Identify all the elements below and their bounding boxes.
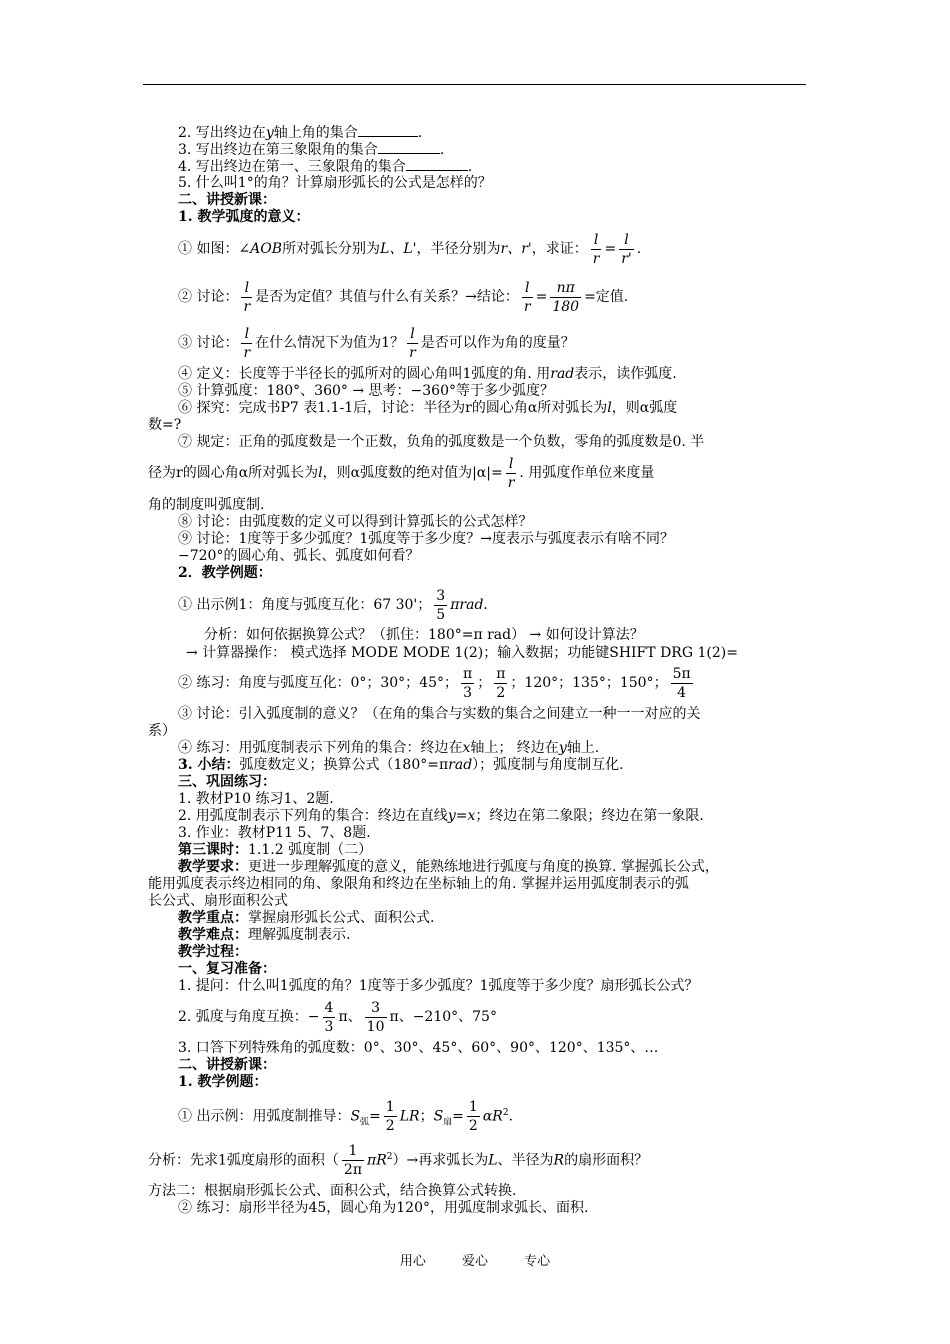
text-line: → 计算器操作： 模式选择 MODE MODE 1(2)；输入数据；功能键SHIFT DRG 1(2)= bbox=[186, 645, 738, 661]
text-line: ⑤ 计算弧度：180°、360° → 思考：−360°等于多少弧度？ bbox=[178, 383, 554, 399]
fraction: $\frac{3}{5}$ bbox=[436, 587, 446, 623]
text-line: 4. 写出终边在第一、三象限角的集合 . bbox=[178, 159, 473, 175]
text-line: −720°的圆心角、弧长、弧度如何看？ bbox=[178, 548, 420, 564]
answer-blank[interactable] bbox=[378, 141, 440, 154]
text-line: ⑦ 规定：正角的弧度数是一个正数，负角的弧度数是一个负数，零角的弧度数是0. 半 bbox=[178, 434, 705, 450]
text-line: ③ 讨论： $\frac{l}{r}$ 在什么情况下为值为1？ $\frac{l}{r}$ 是否可以作为角的度量？ bbox=[178, 325, 575, 361]
text-line: 分析：如何依据换算公式？（抓住：180°=π rad） → 如何设计算法？ bbox=[204, 627, 644, 643]
section-heading: 二、讲授新课： bbox=[178, 1057, 276, 1073]
text-line: ④ 练习：用弧度制表示下列角的集合：终边在x轴上； 终边在y轴上. bbox=[178, 740, 600, 756]
section-heading: 1. 教学例题： bbox=[178, 1074, 268, 1090]
fraction: $\frac{4}{3}$ bbox=[324, 999, 334, 1035]
text-line: 教学难点：理解弧度制表示. bbox=[178, 927, 351, 943]
text-line: 数=? bbox=[148, 417, 182, 433]
fraction: $\frac{l}{r}$ bbox=[523, 279, 531, 315]
footer-text: 爱心 bbox=[461, 1254, 488, 1269]
text-line: ⑨ 讨论：1度等于多少弧度？1弧度等于多少度？→度表示与弧度表示有啥不同？ bbox=[178, 531, 674, 547]
text-line: ① 出示例1：角度与弧度互化：67 30'； $\frac{3}{5}$ πrad. bbox=[178, 587, 488, 623]
text-line: 2. 弧度与角度互换：− $\frac{4}{3}$ π、 $\frac{3}{10}$ π、−210°、75° bbox=[178, 999, 497, 1035]
fraction: $\frac{l}{r}$ bbox=[507, 455, 515, 491]
answer-blank[interactable] bbox=[358, 124, 418, 137]
section-heading: 1. 教学弧度的意义： bbox=[178, 209, 310, 225]
text-line: 3. 小结：弧度数定义；换算公式（180°=πrad）；弧度制与角度制互化. bbox=[178, 757, 624, 773]
section-heading: 教学过程： bbox=[178, 944, 248, 960]
section-heading: 二、讲授新课： bbox=[178, 192, 276, 208]
text-line: 角的制度叫弧度制. bbox=[148, 497, 265, 513]
text-line: 1. 教材P10 练习1、2题. bbox=[178, 791, 334, 807]
text-line: 2. 用弧度制表示下列角的集合：终边在直线y=x；终边在第二象限；终边在第一象限. bbox=[178, 808, 704, 824]
page-footer bbox=[0, 1250, 950, 1269]
section-heading: 三、巩固练习： bbox=[178, 774, 276, 790]
text-line: 5. 什么叫1°的角？计算扇形弧长的公式是怎样的？ bbox=[178, 175, 492, 191]
text-line: ① 如图：∠AOB所对弧长分别为L、L'，半径分别为r、r'，求证： $\frac{l}{r}$ = $\frac{l}{r'}$ . bbox=[178, 231, 642, 267]
text-line: 教学重点：掌握扇形弧长公式、面积公式. bbox=[178, 910, 435, 926]
fraction: $\frac{3}{10}$ bbox=[366, 999, 385, 1035]
fraction: $\frac{1}{2\pi}$ bbox=[343, 1143, 363, 1179]
text-line: ② 练习：扇形半径为45，圆心角为120°，用弧度制求弧长、面积. bbox=[178, 1200, 589, 1216]
fraction: $\frac{l}{r'}$ bbox=[621, 231, 632, 267]
text-line: 3. 写出终边在第三象限角的集合 . bbox=[178, 142, 445, 158]
text-line: 3. 口答下列特殊角的弧度数：0°、30°、45°、60°、90°、120°、135°、… bbox=[178, 1040, 659, 1056]
fraction: $\frac{1}{2}$ bbox=[468, 1099, 478, 1135]
fraction: $\frac{l}{r}$ bbox=[592, 231, 600, 267]
section-heading: 一、复习准备： bbox=[178, 961, 276, 977]
fraction: $\frac{\pi}{2}$ bbox=[496, 665, 506, 701]
text-line: ② 练习：角度与弧度互化：0°；30°；45°； $\frac{\pi}{3}$ ； $\frac{\pi}{2}$ ；120°；135°；150°； $\frac{5\pi}{4}$ bbox=[178, 665, 691, 701]
text-line: 1. 提问：什么叫1弧度的角？1度等于多少弧度？1弧度等于多少度？扇形弧长公式？ bbox=[178, 978, 699, 994]
answer-blank[interactable] bbox=[406, 158, 468, 171]
lesson-title: 第三课时：1.1.2 弧度制（二） bbox=[178, 842, 373, 858]
text-line: ④ 定义：长度等于半径长的弧所对的圆心角叫1弧度的角. 用rad表示，读作弧度. bbox=[178, 366, 677, 382]
fraction: $\frac{5\pi}{4}$ bbox=[672, 665, 691, 701]
fraction: $\frac{\pi}{3}$ bbox=[463, 665, 473, 701]
text-line: 2. 写出终边在y轴上角的集合 . bbox=[178, 125, 423, 141]
text-line: 能用弧度表示终边相同的角、象限角和终边在坐标轴上的角. 掌握并运用弧度制表示的弧 bbox=[148, 876, 689, 892]
text-line: ③ 讨论：引入弧度制的意义？（在角的集合与实数的集合之间建立一种一一对应的关 bbox=[178, 706, 701, 722]
text-line: ② 讨论： $\frac{l}{r}$ 是否为定值？其值与什么有关系？→结论： $\frac{l}{r}$ = $\frac{n\pi}{180}$ =定值. bbox=[178, 279, 629, 315]
header-rule bbox=[143, 84, 806, 85]
text-line: 3. 作业：教材P11 5、7、8题. bbox=[178, 825, 371, 841]
fraction: $\frac{l}{r}$ bbox=[243, 279, 251, 315]
footer-text: 用心 bbox=[399, 1254, 426, 1269]
text-line: 分析：先求1弧度扇形的面积（ $\frac{1}{2\pi}$ $\pi R^2)\to$再求弧长为L、半径为R的扇形面积？ bbox=[148, 1143, 649, 1179]
text-line: ⑥ 探究：完成书P7 表1.1-1后，讨论：半径为r的圆心角α所对弧长为l，则α弧度 bbox=[178, 400, 678, 416]
text-line: ① 出示例：用弧度制推导：$S_弧=$ $\frac{1}{2}$ LR；$S_扇=$ $\frac{1}{2}$ $\alpha R^2$. bbox=[178, 1099, 514, 1135]
fraction: $\frac{l}{r}$ bbox=[409, 325, 416, 361]
text-line: 系） bbox=[148, 723, 176, 739]
text-line: 径为r的圆心角α所对弧长为l，则α弧度数的绝对值为|α|= $\frac{l}{r}$ . 用弧度作单位来度量 bbox=[148, 455, 655, 491]
fraction: $\frac{1}{2}$ bbox=[385, 1099, 395, 1135]
text-line: ⑧ 讨论：由弧度数的定义可以得到计算弧长的公式怎样？ bbox=[178, 514, 533, 530]
fraction: $\frac{n\pi}{180}$ bbox=[552, 279, 580, 315]
text-line: 长公式、扇形面积公式 bbox=[148, 893, 288, 909]
section-heading: 2．教学例题： bbox=[178, 565, 272, 581]
text-line: 教学要求：更进一步理解弧度的意义，能熟练地进行弧度与角度的换算. 掌握弧长公式， bbox=[178, 859, 719, 875]
text-line: 方法二：根据扇形弧长公式、面积公式，结合换算公式转换. bbox=[148, 1183, 517, 1199]
footer-text: 专心 bbox=[524, 1254, 551, 1269]
fraction: $\frac{l}{r}$ bbox=[243, 325, 251, 361]
